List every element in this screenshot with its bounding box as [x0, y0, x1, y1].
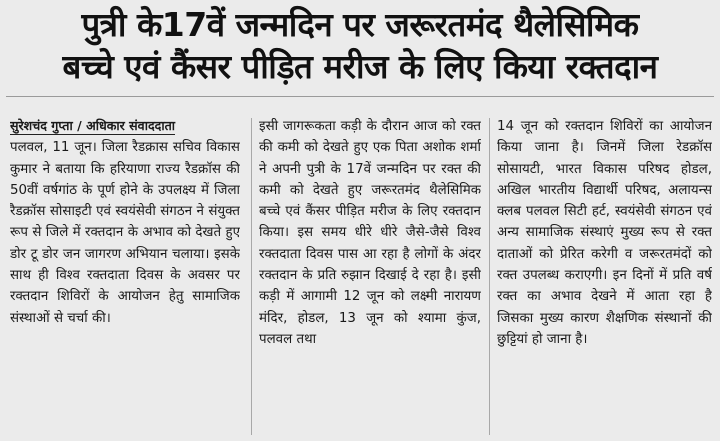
column-2-text: इसी जागरूकता कड़ी के दौरान आज को रक्त की कमी को देखते हुए एक पिता अशोक शर्मा ने अपनी पुत्री के 17वें जन्मदिन पर रक्त की कमी को देखते हुए जरूरतमंद थैलेसिमिक बच्चे एवं कैंसर पीड़ित मरीज के लिए रक्तदान किया। इस समय धीरे धीरे जैसे-जैसे विश्व रक्तदाता दिवस पास आ रहा है लोगों के अंदर रक्तदान के प्रति रुझान दिखाई दे रहा है। इसी कड़ी में आगामी 12 जून को लक्ष्मी नारायण मंदिर, होडल, 13 जून को श्यामा कुंज, पलवल तथा — [259, 119, 481, 347]
article-column-3 — [497, 116, 712, 437]
column-1-text: पलवल, 11 जून। जिला रैडक्रास सचिव विकास कुमार ने बताया कि हरियाणा राज्य रैडक्रॉस की 50वीं वर्षगांठ के पूर्ण होने के उपलक्ष्य में जिला रैडक्रॉस सोसाइटी एवं स्वयंसेवी संगठन ने संयुक्त रूप से जिले में रक्तदान के अभाव को देखते हुए डोर टू डोर जन जागरण अभियान चलाया। इसके साथ ही विश्व रक्तदाता दिवस के अवसर पर रक्तदान शिविरों के आयोजन हेतु सामाजिक संस्थाओं से चर्चा की। — [10, 140, 240, 326]
article-column-2 — [259, 116, 481, 437]
article-column-1 — [10, 116, 240, 437]
article-body — [8, 116, 712, 437]
headline-line-1: पुत्री के17वें जन्मदिन पर जरूरतमंद थैलेसिमिक — [81, 5, 639, 44]
column-divider-1 — [251, 118, 252, 435]
column-divider-2 — [489, 118, 490, 435]
byline: सुरेशचंद गुप्ता / अधिकार संवाददाता — [10, 118, 176, 133]
headline-divider — [6, 96, 714, 97]
column-3-text: 14 जून को रक्तदान शिविरों का आयोजन किया जाना है। जिनमें जिला रेडक्रॉस सोसायटी, भारत विकास परिषद होडल, अखिल भारतीय विद्यार्थी परिषद, अलायन्स क्लब पलवल सिटी हर्ट, स्वयंसेवी संगठन एवं अन्य सामाजिक संस्थाएं मुख्य रूप से रक्त दाताओं को प्रेरित करेगी व जरूरतमंदों को रक्त उपलब्ध कराएगी। इन दिनों में प्रति वर्ष रक्त का अभाव देखने में आता रहा है जिसका मुख्य कारण शैक्षणिक संस्थानों की छुट्टियां हो जाना है। — [497, 119, 712, 347]
headline-line-2: बच्चे एवं कैंसर पीड़ित मरीज के लिए किया रक्तदान — [62, 47, 658, 86]
